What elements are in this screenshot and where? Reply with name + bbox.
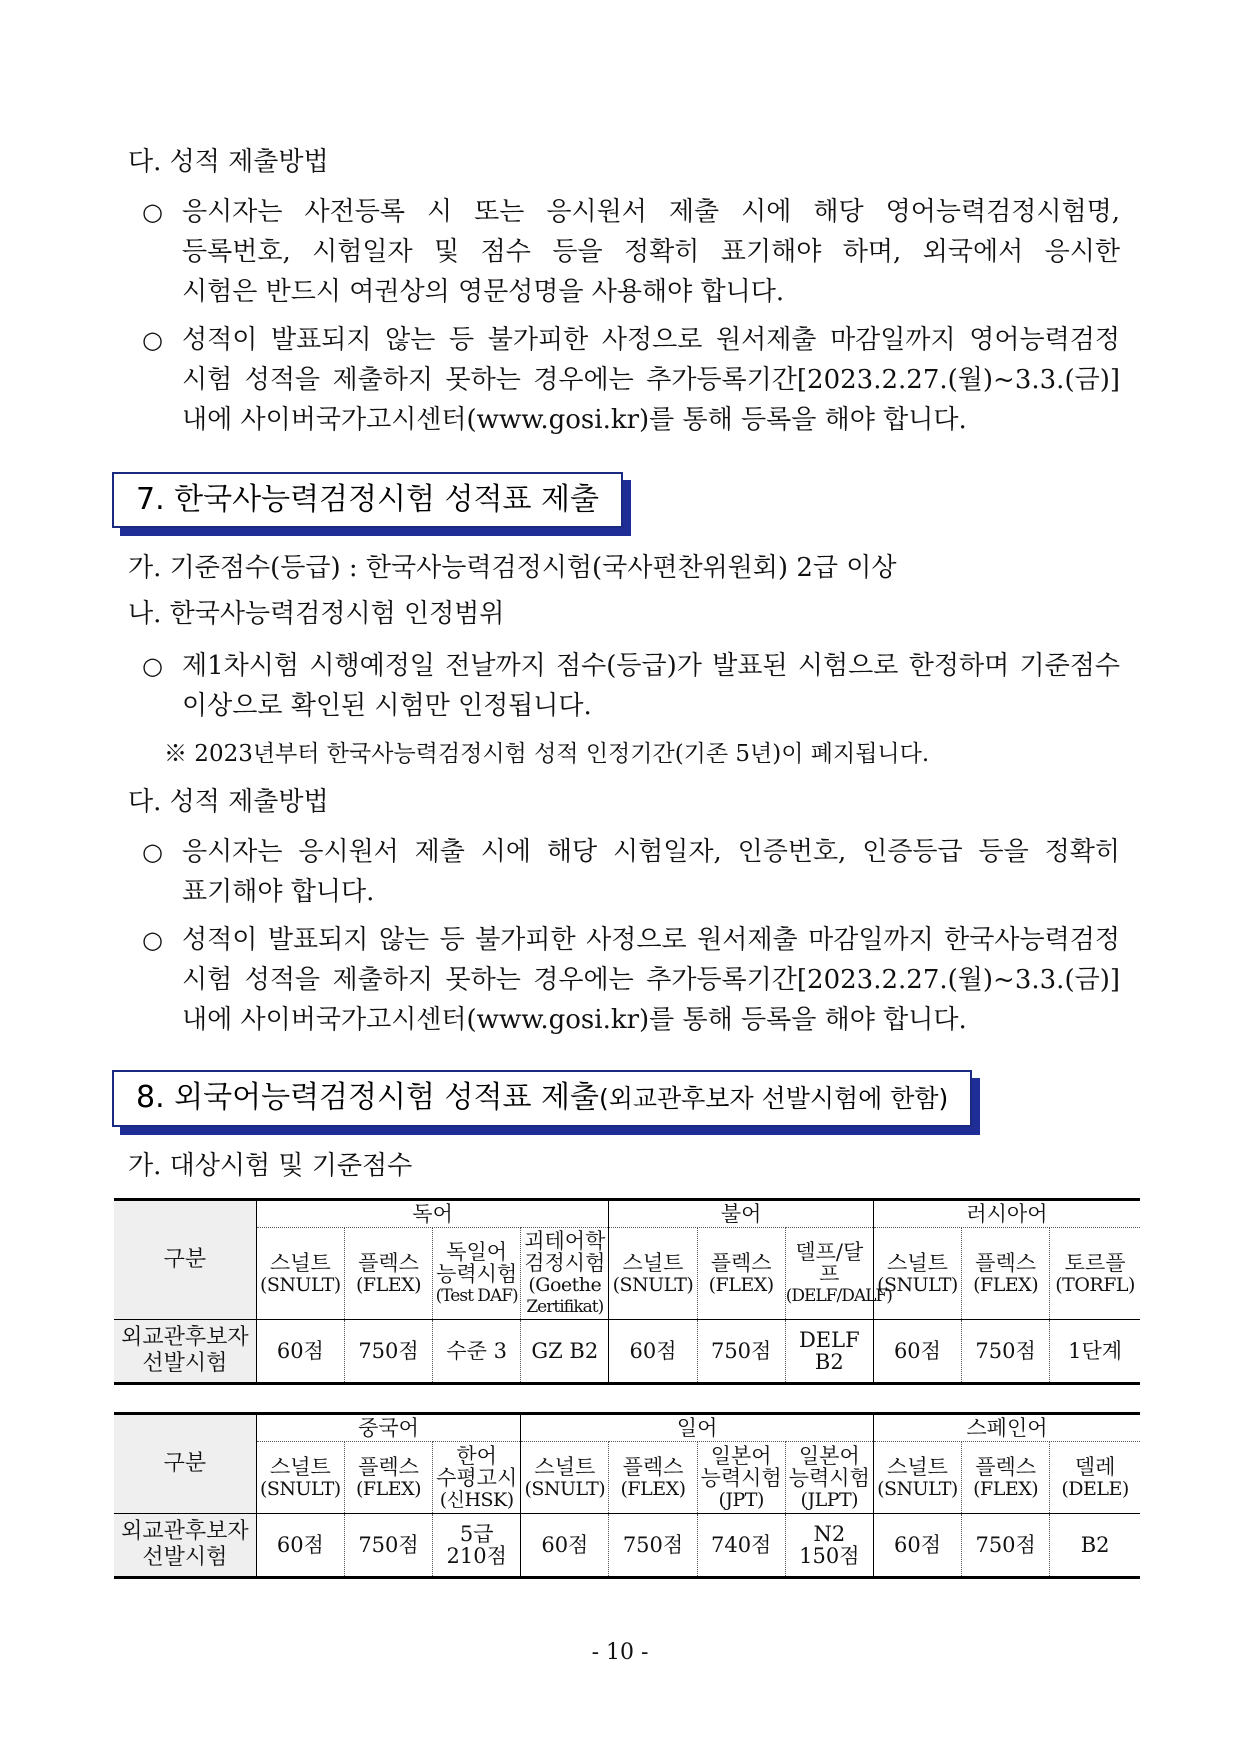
score-cell [962, 1320, 1050, 1384]
lang-header-russian: 러시아어 [873, 1200, 1140, 1228]
score-line: 750점 [622, 1533, 684, 1557]
exam-name-cell [256, 1228, 344, 1320]
exam-name-line: 능력시험 [788, 1465, 870, 1490]
bullet-icon: ○ [142, 838, 163, 866]
exam-name-cell [433, 1228, 521, 1320]
score-cell [256, 1514, 344, 1578]
bullet-icon: ○ [142, 652, 163, 680]
score-cell [609, 1514, 697, 1578]
row-label-line: 선발시험 [142, 1351, 228, 1376]
exam-name-line: (FLEX) [973, 1273, 1039, 1296]
exam-name-cell [785, 1442, 873, 1514]
exam-name-line: 플렉스 [358, 1454, 419, 1479]
sec6-p1-line3: 시험은 반드시 여권상의 영문성명을 사용해야 합니다. [182, 277, 785, 307]
exam-name-line: 일본어 [710, 1443, 772, 1468]
exam-name-line: 스널트 [269, 1454, 331, 1479]
exam-name-cell [1050, 1442, 1140, 1514]
score-line: GZ B2 [531, 1339, 599, 1363]
sec6-p1-line2: 등록번호, 시험일자 및 점수 등을 정확히 표기해야 하며, 외국에서 응시한 [182, 237, 1120, 267]
exam-name-cell [433, 1442, 521, 1514]
score-line: 60점 [893, 1339, 941, 1363]
exam-name-line: 괴테어학 [524, 1228, 606, 1253]
row-label-body [114, 1514, 256, 1578]
exam-name-cell [256, 1442, 344, 1514]
exam-name-cell [697, 1228, 785, 1320]
exam-name-line: 플렉스 [975, 1250, 1037, 1275]
exam-name-line: (SNULT) [612, 1273, 694, 1296]
exam-name-line: (DELF/DALF) [785, 1285, 892, 1306]
sec7-da: 다. 성적 제출방법 [128, 787, 329, 817]
exam-name-line: (FLEX) [355, 1477, 422, 1500]
score-line: 740점 [710, 1533, 772, 1557]
sec8-ga: 가. 대상시험 및 기준점수 [128, 1151, 413, 1181]
exam-name-line: (JPT) [718, 1488, 764, 1511]
exam-name-line: (SNULT) [524, 1477, 606, 1500]
exam-name-cell [697, 1442, 785, 1514]
exam-name-line: (TORFL) [1055, 1273, 1135, 1296]
score-cell [697, 1514, 785, 1578]
exam-name-line: (JLPT) [800, 1488, 859, 1511]
exam-name-line: 스널트 [887, 1454, 948, 1479]
exam-name-cell [609, 1442, 697, 1514]
exam-name-line: 검정시험 [524, 1250, 606, 1275]
lang-header-spanish: 스페인어 [873, 1414, 1140, 1442]
exam-name-line: (Goethe [528, 1273, 602, 1296]
score-cell [873, 1320, 961, 1384]
score-cell [785, 1514, 873, 1578]
exam-name-line: 플렉스 [622, 1454, 684, 1479]
score-line: 5급 [459, 1522, 494, 1546]
exam-name-line: (SNULT) [877, 1273, 958, 1296]
score-cell [256, 1320, 344, 1384]
exam-name-line: 한어 [456, 1443, 497, 1468]
bullet-icon: ○ [142, 198, 163, 226]
row-label-line: 외교관후보자 [121, 1325, 249, 1350]
score-cell [433, 1320, 521, 1384]
score-line: DELF [798, 1328, 860, 1352]
lang-header-chinese: 중국어 [256, 1414, 521, 1442]
score-cell [344, 1320, 432, 1384]
exam-name-line: (FLEX) [620, 1477, 686, 1500]
exam-name-line: 플렉스 [358, 1250, 419, 1275]
score-line: B2 [814, 1350, 844, 1374]
score-line: 750점 [975, 1533, 1036, 1557]
sec7-da-p2-line1: 성적이 발표되지 않는 등 불가피한 사정으로 원서제출 마감일까지 한국사능력검정 [182, 925, 1120, 955]
exam-name-line: (FLEX) [973, 1477, 1039, 1500]
score-line: 60점 [276, 1533, 324, 1557]
exam-name-cell [344, 1442, 432, 1514]
exam-name-cell [521, 1442, 609, 1514]
exam-name-cell [1050, 1228, 1140, 1320]
sec6-p2-line3: 내에 사이버국가고시센터(www.gosi.kr)를 통해 등록을 해야 합니다. [182, 405, 967, 435]
exam-name-line: (FLEX) [708, 1273, 774, 1296]
score-line: 750점 [358, 1339, 419, 1363]
sec7-da-p1-line2: 표기해야 합니다. [182, 877, 375, 907]
score-cell [1050, 1514, 1140, 1578]
score-cell [962, 1514, 1050, 1578]
exam-name-cell [609, 1228, 697, 1320]
exam-name-line: 일본어 [798, 1443, 860, 1468]
sec7-note: ※ 2023년부터 한국사능력검정시험 성적 인정기간(기존 5년)이 폐지됩니다. [164, 741, 930, 767]
score-cell [1050, 1320, 1140, 1384]
score-line: 60점 [276, 1339, 324, 1363]
row-label-line: 선발시험 [142, 1545, 228, 1570]
score-line: 750점 [358, 1533, 419, 1557]
exam-name-cell [962, 1442, 1050, 1514]
exam-name-line: 수평고시 [436, 1465, 518, 1490]
score-cell [521, 1320, 609, 1384]
exam-name-cell [521, 1228, 609, 1320]
score-cell [433, 1514, 521, 1578]
sec7-na-p-line1: 제1차시험 시행예정일 전날까지 점수(등급)가 발표된 시험으로 한정하며 기준점수 [182, 651, 1120, 681]
exam-name-cell [785, 1228, 892, 1320]
score-line: 210점 [446, 1544, 507, 1568]
section8-title [112, 1070, 972, 1127]
exam-name-line: 토르플 [1064, 1250, 1126, 1275]
sec7-ga: 가. 기준점수(등급) : 한국사능력검정시험(국사편찬위원회) 2급 이상 [128, 553, 897, 583]
exam-name-line: 플렉스 [710, 1250, 772, 1275]
score-cell [697, 1320, 785, 1384]
score-cell [609, 1320, 697, 1384]
sec7-da-p2-line2: 시험 성적을 제출하지 못하는 경우에는 추가등록기간[2023.2.27.(월)~3.3.(금)] [182, 965, 1120, 995]
exam-name-line: 스널트 [269, 1250, 331, 1275]
exam-name-line: 스널트 [622, 1250, 684, 1275]
exam-name-line: 능력시험 [700, 1465, 782, 1490]
exam-name-line: (신HSK) [439, 1488, 514, 1511]
exam-name-cell [962, 1228, 1050, 1320]
exam-name-line: 스널트 [534, 1454, 596, 1479]
score-line: 60점 [541, 1533, 589, 1557]
lang-header-french: 불어 [609, 1200, 873, 1228]
lang-header-german: 독어 [256, 1200, 609, 1228]
exam-name-line: (Test DAF) [435, 1285, 518, 1306]
score-line: B2 [1080, 1533, 1110, 1557]
page-number: - 10 - [591, 1640, 649, 1665]
section8-title-main: 8. 외국어능력검정시험 성적표 제출 [136, 1080, 599, 1115]
sec6-p1-line1: 응시자는 사전등록 시 또는 응시원서 제출 시에 해당 영어능력검정시험명, [182, 197, 1120, 227]
exam-name-line: 플렉스 [975, 1454, 1037, 1479]
exam-table-1 [114, 1198, 1140, 1385]
score-cell [785, 1320, 873, 1384]
score-line: 150점 [799, 1544, 860, 1568]
score-cell [873, 1514, 961, 1578]
exam-name-line: Zertifikat) [526, 1296, 604, 1317]
score-line: 60점 [893, 1533, 941, 1557]
sec6-p2-line2: 시험 성적을 제출하지 못하는 경우에는 추가등록기간[2023.2.27.(월)~3.3.(금)] [182, 365, 1120, 395]
sec7-da-p2-line3: 내에 사이버국가고시센터(www.gosi.kr)를 통해 등록을 해야 합니다. [182, 1005, 967, 1035]
exam-name-line: 델프/달프 [795, 1239, 864, 1286]
exam-name-cell [873, 1442, 961, 1514]
score-cell [344, 1514, 432, 1578]
exam-name-line: 델레 [1074, 1454, 1116, 1479]
lang-header-japanese: 일어 [521, 1414, 874, 1442]
row-label-line: 외교관후보자 [121, 1519, 249, 1544]
sec6-da-heading: 다. 성적 제출방법 [128, 147, 329, 177]
exam-name-line: (SNULT) [259, 1273, 341, 1296]
bullet-icon: ○ [142, 926, 163, 954]
score-line: 750점 [710, 1339, 772, 1363]
score-cell [521, 1514, 609, 1578]
exam-name-line: 스널트 [887, 1250, 948, 1275]
score-line: 1단계 [1068, 1339, 1123, 1363]
exam-name-cell [344, 1228, 432, 1320]
bullet-icon: ○ [142, 326, 163, 354]
exam-name-line: (FLEX) [355, 1273, 422, 1296]
sec6-p2-line1: 성적이 발표되지 않는 등 불가피한 사정으로 원서제출 마감일까지 영어능력검정 [182, 325, 1120, 355]
section7-title: 7. 한국사능력검정시험 성적표 제출 [112, 472, 623, 528]
row-label-head: 구분 [114, 1200, 256, 1320]
exam-table-2 [114, 1412, 1140, 1579]
exam-name-line: 능력시험 [436, 1261, 518, 1286]
score-line: 60점 [629, 1339, 677, 1363]
exam-name-line: (SNULT) [877, 1477, 958, 1500]
score-line: 750점 [975, 1339, 1036, 1363]
row-label-body [114, 1320, 256, 1384]
sec7-na-p-line2: 이상으로 확인된 시험만 인정됩니다. [182, 691, 592, 721]
sec7-na: 나. 한국사능력검정시험 인정범위 [128, 599, 505, 629]
row-label-head: 구분 [114, 1414, 256, 1514]
sec7-da-p1-line1: 응시자는 응시원서 제출 시에 해당 시험일자, 인증번호, 인증등급 등을 정확히 [182, 837, 1120, 867]
score-line: 수준 3 [446, 1339, 507, 1363]
exam-name-line: (DELE) [1061, 1477, 1129, 1500]
exam-name-line: 독일어 [446, 1239, 508, 1264]
score-line: N2 [813, 1522, 846, 1546]
section8-title-sub: (외교관후보자 선발시험에 한함) [598, 1084, 949, 1113]
exam-name-line: (SNULT) [259, 1477, 341, 1500]
